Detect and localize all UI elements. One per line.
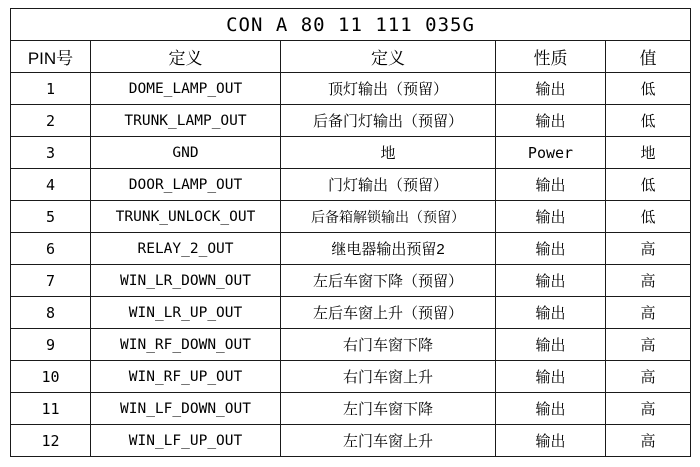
cell-value: 低 [606,73,691,105]
cell-definition-cn: 门灯输出（预留） [281,169,496,201]
cell-pin: 9 [11,329,91,361]
cell-definition-en: DOOR_LAMP_OUT [91,169,281,201]
column-header-definition-en: 定义 [91,41,281,73]
cell-pin: 5 [11,201,91,233]
cell-value: 高 [606,393,691,425]
column-header-property: 性质 [496,41,606,73]
cell-definition-cn: 左后车窗下降（预留） [281,265,496,297]
cell-value: 高 [606,361,691,393]
cell-definition-en: TRUNK_LAMP_OUT [91,105,281,137]
cell-definition-cn: 右门车窗下降 [281,329,496,361]
cell-definition-cn: 继电器输出预留2 [281,233,496,265]
cell-definition-cn: 地 [281,137,496,169]
cell-pin: 7 [11,265,91,297]
table-row [11,361,691,393]
cell-definition-en: WIN_LR_UP_OUT [91,297,281,329]
cell-definition-cn: 右门车窗上升 [281,361,496,393]
cell-definition-cn: 左门车窗下降 [281,393,496,425]
table-title-row [11,9,691,41]
cell-property: 输出 [496,105,606,137]
cell-property: 输出 [496,73,606,105]
table-title: CON A 80 11 111 035G [11,9,691,41]
pin-definition-table [10,8,691,457]
table-header-row [11,41,691,73]
cell-value: 地 [606,137,691,169]
cell-definition-en: WIN_LR_DOWN_OUT [91,265,281,297]
cell-value: 高 [606,425,691,457]
cell-property: 输出 [496,425,606,457]
cell-value: 低 [606,169,691,201]
table-row [11,73,691,105]
cell-property: 输出 [496,169,606,201]
cell-pin: 3 [11,137,91,169]
cell-property: 输出 [496,393,606,425]
cell-pin: 6 [11,233,91,265]
table-row [11,265,691,297]
table-body [11,9,691,457]
column-header-pin: PIN号 [11,41,91,73]
table-row [11,297,691,329]
cell-pin: 4 [11,169,91,201]
cell-property: 输出 [496,201,606,233]
cell-definition-cn: 后备箱解锁输出（预留） [281,201,496,233]
cell-definition-en: WIN_LF_UP_OUT [91,425,281,457]
cell-value: 高 [606,265,691,297]
column-header-definition-cn: 定义 [281,41,496,73]
cell-pin: 11 [11,393,91,425]
cell-pin: 10 [11,361,91,393]
cell-definition-en: TRUNK_UNLOCK_OUT [91,201,281,233]
cell-definition-en: WIN_LF_DOWN_OUT [91,393,281,425]
cell-pin: 1 [11,73,91,105]
cell-property: 输出 [496,297,606,329]
table-row [11,201,691,233]
cell-definition-en: RELAY_2_OUT [91,233,281,265]
cell-definition-cn: 左门车窗上升 [281,425,496,457]
cell-pin: 8 [11,297,91,329]
cell-property: 输出 [496,233,606,265]
cell-definition-en: GND [91,137,281,169]
cell-value: 高 [606,297,691,329]
column-header-value: 值 [606,41,691,73]
table-row [11,329,691,361]
cell-definition-cn: 顶灯输出（预留） [281,73,496,105]
cell-definition-en: WIN_RF_DOWN_OUT [91,329,281,361]
cell-value: 低 [606,201,691,233]
cell-value: 高 [606,233,691,265]
table-row [11,425,691,457]
cell-pin: 12 [11,425,91,457]
cell-property: 输出 [496,361,606,393]
cell-property: 输出 [496,265,606,297]
cell-property: Power [496,137,606,169]
cell-property: 输出 [496,329,606,361]
table-row [11,105,691,137]
cell-definition-cn: 左后车窗上升（预留） [281,297,496,329]
cell-value: 高 [606,329,691,361]
table-row [11,169,691,201]
table-row [11,393,691,425]
table-row [11,137,691,169]
cell-value: 低 [606,105,691,137]
table-row [11,233,691,265]
cell-definition-cn: 后备门灯输出（预留） [281,105,496,137]
cell-pin: 2 [11,105,91,137]
cell-definition-en: DOME_LAMP_OUT [91,73,281,105]
cell-definition-en: WIN_RF_UP_OUT [91,361,281,393]
